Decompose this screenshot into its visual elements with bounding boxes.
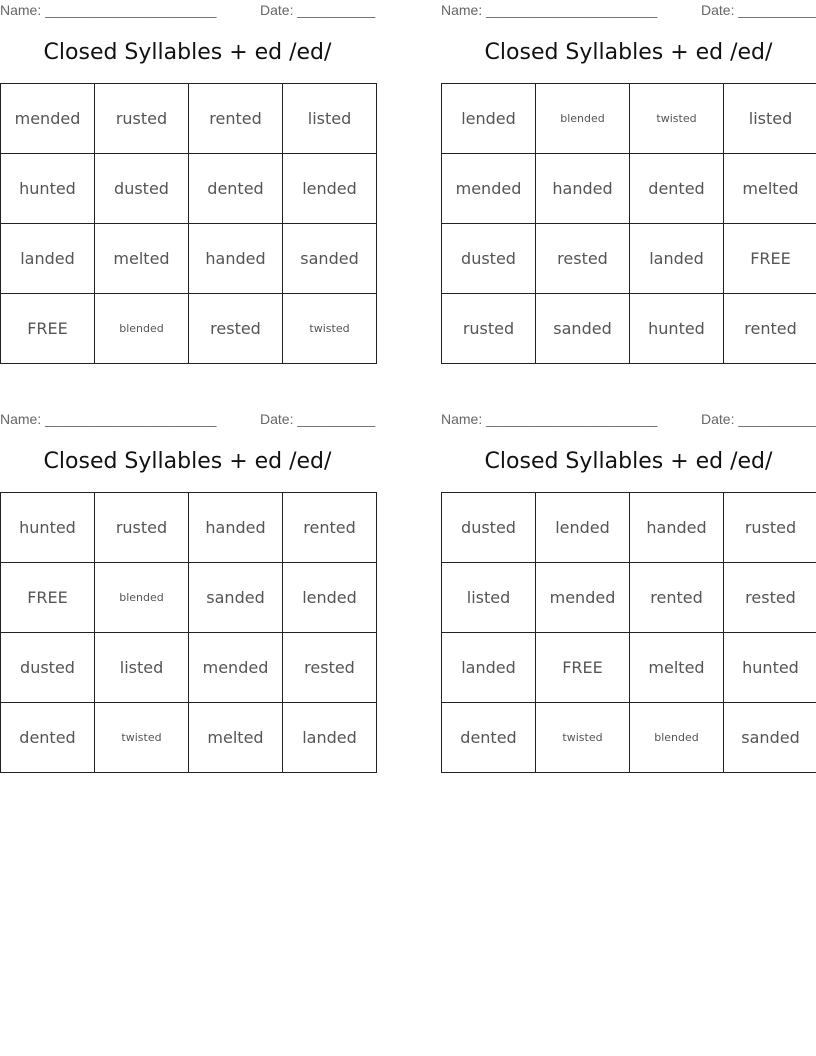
bingo-row [1,154,377,224]
card-header [441,2,816,20]
date-field-label: Date: __________ [701,2,816,18]
bingo-row [1,703,377,773]
bingo-cell: melted [724,154,816,224]
date-field-label: Date: __________ [260,411,376,427]
bingo-grid [0,492,377,773]
bingo-cell: lended [283,563,377,633]
bingo-cell: rented [189,84,283,154]
bingo-card [441,0,816,365]
bingo-row [442,563,816,633]
date-field-label: Date: __________ [260,2,376,18]
bingo-cell: rusted [442,294,536,364]
bingo-cell: mended [189,633,283,703]
bingo-cell: hunted [630,294,724,364]
bingo-cell: handed [630,493,724,563]
card-title: Closed Syllables + ed /ed/ [43,40,332,65]
bingo-cell: landed [630,224,724,294]
bingo-cell: rusted [95,84,189,154]
bingo-row [1,84,377,154]
bingo-cell: blended [630,703,724,773]
bingo-cell: rusted [95,493,189,563]
bingo-cell: dusted [442,493,536,563]
card-title: Closed Syllables + ed /ed/ [43,449,332,474]
bingo-cell: hunted [1,154,95,224]
bingo-row [442,224,816,294]
bingo-cell: listed [724,84,816,154]
bingo-row [442,703,816,773]
bingo-cell: twisted [95,703,189,773]
bingo-row [442,294,816,364]
bingo-cell: mended [442,154,536,224]
bingo-row [442,633,816,703]
bingo-cell: dented [1,703,95,773]
bingo-row [1,224,377,294]
bingo-cell: dusted [1,633,95,703]
bingo-cell: hunted [1,493,95,563]
card-title: Closed Syllables + ed /ed/ [484,449,773,474]
bingo-cell: handed [189,224,283,294]
bingo-row [442,493,816,563]
bingo-cell: mended [1,84,95,154]
bingo-cell: rented [283,493,377,563]
free-space-cell: FREE [536,633,630,703]
name-field-label: Name: ______________________ [441,411,658,427]
bingo-cell: melted [630,633,724,703]
bingo-cell: dusted [442,224,536,294]
bingo-cell: sanded [536,294,630,364]
bingo-cell: dented [189,154,283,224]
bingo-cell: blended [95,563,189,633]
bingo-cell: landed [1,224,95,294]
card-title: Closed Syllables + ed /ed/ [484,40,773,65]
bingo-cell: hunted [724,633,816,703]
card-header [441,411,816,429]
date-field-label: Date: __________ [701,411,816,427]
bingo-cell: melted [189,703,283,773]
bingo-cell: twisted [536,703,630,773]
bingo-cell: mended [536,563,630,633]
name-field-label: Name: ______________________ [441,2,658,18]
bingo-cell: rested [283,633,377,703]
bingo-card [0,0,375,365]
bingo-cell: lended [442,84,536,154]
bingo-cell: listed [442,563,536,633]
bingo-cell: listed [95,633,189,703]
bingo-cell: dusted [95,154,189,224]
bingo-row [1,294,377,364]
bingo-row [1,633,377,703]
bingo-row [442,84,816,154]
bingo-cell: lended [283,154,377,224]
bingo-row [1,563,377,633]
card-header [0,411,375,429]
bingo-cell: rested [536,224,630,294]
bingo-cell: landed [283,703,377,773]
bingo-cell: blended [95,294,189,364]
bingo-cell: dented [630,154,724,224]
bingo-cell: twisted [283,294,377,364]
bingo-cell: dented [442,703,536,773]
bingo-cell: rented [724,294,816,364]
bingo-grid [441,492,816,773]
bingo-row [1,493,377,563]
bingo-cell: sanded [724,703,816,773]
bingo-card [441,409,816,774]
bingo-grid [0,83,377,364]
bingo-grid [441,83,816,364]
bingo-card [0,409,375,774]
bingo-cell: handed [189,493,283,563]
name-field-label: Name: ______________________ [0,411,217,427]
bingo-cell: sanded [283,224,377,294]
bingo-cell: twisted [630,84,724,154]
bingo-cell: rested [189,294,283,364]
bingo-cell: sanded [189,563,283,633]
bingo-cell: melted [95,224,189,294]
bingo-cell: handed [536,154,630,224]
bingo-cell: rented [630,563,724,633]
bingo-cell: blended [536,84,630,154]
bingo-row [442,154,816,224]
free-space-cell: FREE [1,294,95,364]
name-field-label: Name: ______________________ [0,2,217,18]
bingo-cell: rusted [724,493,816,563]
bingo-cell: listed [283,84,377,154]
bingo-cell: rested [724,563,816,633]
card-header [0,2,375,20]
bingo-cell: lended [536,493,630,563]
bingo-cell: landed [442,633,536,703]
free-space-cell: FREE [1,563,95,633]
free-space-cell: FREE [724,224,816,294]
